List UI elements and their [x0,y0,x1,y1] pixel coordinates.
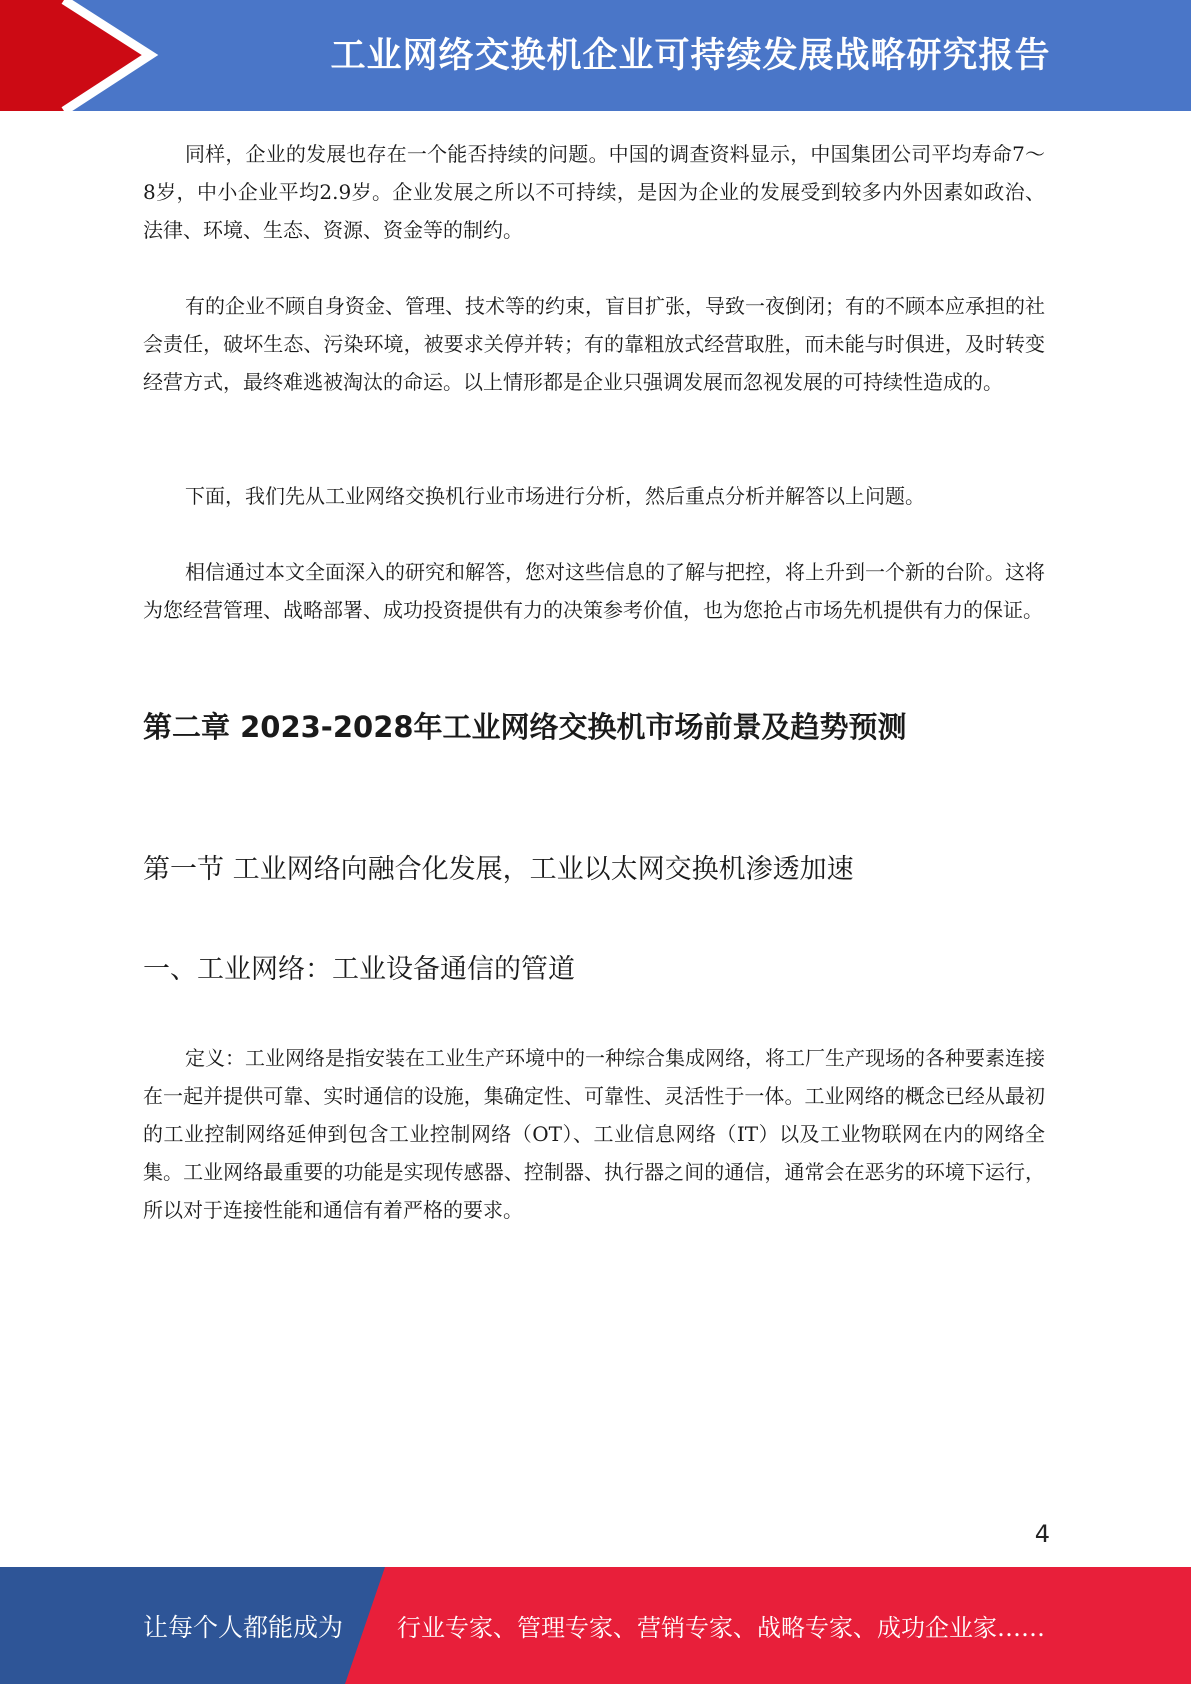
chapter-heading: 第二章 2023-2028年工业网络交换机市场前景及趋势预测 [143,710,907,744]
subsection-heading: 一、工业网络：工业设备通信的管道 [143,954,575,985]
page-header [0,0,1191,111]
footer-slogan-right: 行业专家、管理专家、营销专家、战略专家、成功企业家…… [397,1614,1045,1642]
paragraph-definition: 定义：工业网络是指安装在工业生产环境中的一种综合集成网络，将工厂生产现场的各种要素连接在一起并提供可靠、实时通信的设施，集确定性、可靠性、灵活性于一体。工业网络的概念已经从最初的工业控制网络延伸到包含工业控制网络（OT）、工业信息网络（IT）以及工业物联网在内的网络全集。工业网络最重要的功能是实现传感器、控制器、执行器之间的通信，通常会在恶劣的环境下运行，所以对于连接性能和通信有着严格的要求。 [143,1046,1045,1222]
paragraph-sustainability: 同样，企业的发展也存在一个能否持续的问题。中国的调查资料显示，中国集团公司平均寿命7～8岁，中小企业平均2.9岁。企业发展之所以不可持续，是因为企业的发展受到较多内外因素如政治、法律、环境、生态、资源、资金等的制约。 [143,142,1045,242]
page-footer [0,1567,1191,1684]
section-heading: 第一节 工业网络向融合化发展，工业以太网交换机渗透加速 [143,854,854,885]
paragraph-value-statement: 相信通过本文全面深入的研究和解答，您对这些信息的了解与把控，将上升到一个新的台阶。这将为您经营管理、战略部署、成功投资提供有力的决策参考价值，也为您抢占市场先机提供有力的保证。 [143,560,1045,622]
paragraph-analysis-intro: 下面，我们先从工业网络交换机行业市场进行分析，然后重点分析并解答以上问题。 [185,484,925,508]
page-number: 4 [1034,1520,1050,1548]
paragraph-failure-cases: 有的企业不顾自身资金、管理、技术等的约束，盲目扩张，导致一夜倒闭；有的不顾本应承担的社会责任，破坏生态、污染环境，被要求关停并转；有的靠粗放式经营取胜，而未能与时俱进，及时转变经营方式，最终难逃被淘汰的命运。以上情形都是企业只强调发展而忽视发展的可持续性造成的。 [143,294,1045,394]
footer-slogan-left: 让每个人都能成为 [143,1612,344,1642]
document-title: 工业网络交换机企业可持续发展战略研究报告 [330,35,1051,76]
